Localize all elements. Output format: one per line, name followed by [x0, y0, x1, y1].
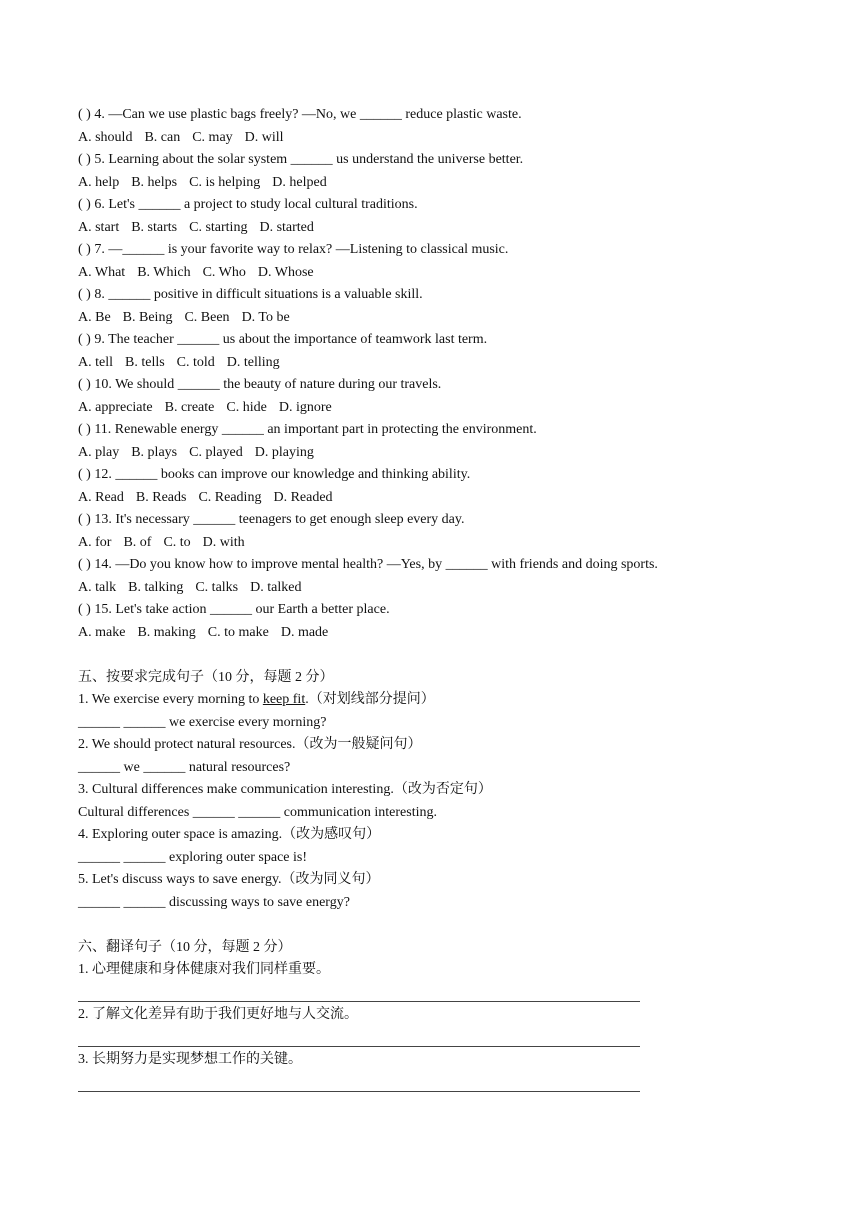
- option: A. start: [78, 219, 120, 235]
- option: C. may: [192, 129, 233, 145]
- section6-q2: 2. 了解文化差异有助于我们更好地与人交流。: [78, 1007, 358, 1022]
- question-stem: ( ) 7. —______ is your favorite way to relax? —Listening to classical music.: [78, 242, 509, 257]
- option: D. made: [280, 624, 329, 640]
- question-stem: ( ) 15. Let's take action ______ our Earth a better place.: [78, 602, 390, 617]
- question-stem: ( ) 4. —Can we use plastic bags freely? —No, we ______ reduce plastic waste.: [78, 107, 522, 122]
- option: D. Readed: [273, 489, 333, 505]
- section5-q1: 1. We exercise every morning to keep fit.（对划线部分提问）: [78, 692, 435, 707]
- question-stem: ( ) 11. Renewable energy ______ an important part in protecting the environment.: [78, 422, 537, 437]
- option: B. helps: [131, 174, 178, 190]
- option: B. create: [164, 399, 215, 415]
- section5-q5: 5. Let's discuss ways to save energy.（改为同义句）: [78, 872, 380, 887]
- option: B. Reads: [135, 489, 187, 505]
- option: A. appreciate: [78, 399, 153, 415]
- question-stem: ( ) 10. We should ______ the beauty of nature during our travels.: [78, 377, 442, 392]
- answer-line[interactable]: [78, 1027, 778, 1050]
- option: D. To be: [241, 309, 290, 325]
- section5-q4: 4. Exploring outer space is amazing.（改为感叹句）: [78, 827, 381, 842]
- answer-line[interactable]: [78, 1072, 778, 1095]
- section5-q1-answer: ______ ______ we exercise every morning?: [78, 714, 327, 730]
- question-options: [78, 172, 778, 195]
- question-stem: ( ) 9. The teacher ______ us about the importance of teamwork last term.: [78, 332, 488, 347]
- section5-q4-answer: ______ ______ exploring outer space is!: [78, 849, 308, 865]
- multiple-choice-section: [78, 104, 778, 644]
- question-options: [78, 622, 778, 645]
- option: C. starting: [189, 219, 248, 235]
- option: A. make: [78, 624, 126, 640]
- option: C. Who: [202, 264, 246, 280]
- option: C. Reading: [198, 489, 262, 505]
- option: D. will: [244, 129, 284, 145]
- question-stem: ( ) 8. ______ positive in difficult situations is a valuable skill.: [78, 287, 423, 302]
- option: B. Being: [122, 309, 173, 325]
- question-options: [78, 442, 778, 465]
- question-stem: ( ) 12. ______ books can improve our knowledge and thinking ability.: [78, 467, 471, 482]
- section5-heading: 五、按要求完成句子（10 分，每题 2 分）: [78, 669, 334, 685]
- option: D. ignore: [278, 399, 332, 415]
- option: B. tells: [125, 354, 165, 370]
- section5-q3-answer: Cultural differences ______ ______ communication interesting.: [78, 804, 437, 820]
- underlined-phrase: keep fit: [262, 692, 306, 707]
- section5-q5-answer: ______ ______ discussing ways to save energy?: [78, 894, 350, 910]
- option: A. for: [78, 534, 112, 550]
- section5-q3: 3. Cultural differences make communication interesting.（改为否定句）: [78, 782, 492, 797]
- question-options: [78, 487, 778, 510]
- option: D. telling: [226, 354, 280, 370]
- option: B. starts: [131, 219, 178, 235]
- question-stem: ( ) 5. Learning about the solar system ______ us understand the universe better.: [78, 152, 524, 167]
- question-options: [78, 352, 778, 375]
- option: B. plays: [131, 444, 178, 460]
- option: C. talks: [195, 579, 239, 595]
- option: D. with: [202, 534, 245, 550]
- option: A. help: [78, 174, 120, 190]
- question-options: [78, 532, 778, 555]
- question-stem: ( ) 14. —Do you know how to improve mental health? —Yes, by ______ with friends and doing sports.: [78, 557, 658, 572]
- question-options: [78, 577, 778, 600]
- option: C. Been: [184, 309, 230, 325]
- option: B. Which: [137, 264, 191, 280]
- section6-q3: 3. 长期努力是实现梦想工作的关键。: [78, 1052, 302, 1067]
- option: C. played: [189, 444, 243, 460]
- question-stem: ( ) 6. Let's ______ a project to study local cultural traditions.: [78, 197, 418, 212]
- option: A. What: [78, 264, 126, 280]
- option: D. helped: [272, 174, 327, 190]
- option: B. talking: [128, 579, 184, 595]
- section6-q1: 1. 心理健康和身体健康对我们同样重要。: [78, 962, 330, 977]
- option: A. play: [78, 444, 120, 460]
- option: C. to make: [207, 624, 269, 640]
- question-options: [78, 397, 778, 420]
- option: B. making: [137, 624, 196, 640]
- option: C. to: [163, 534, 191, 550]
- section5-q2: 2. We should protect natural resources.（改为一般疑问句）: [78, 737, 422, 752]
- section5-q2-answer: ______ we ______ natural resources?: [78, 759, 291, 775]
- exam-page: [78, 104, 778, 1094]
- option: D. Whose: [257, 264, 314, 280]
- option: A. talk: [78, 579, 117, 595]
- option: A. Read: [78, 489, 124, 505]
- question-options: [78, 127, 778, 150]
- option: B. can: [144, 129, 181, 145]
- option: A. Be: [78, 309, 111, 325]
- option: C. told: [176, 354, 215, 370]
- answer-line[interactable]: [78, 982, 778, 1005]
- question-options: [78, 217, 778, 240]
- question-stem: ( ) 13. It's necessary ______ teenagers to get enough sleep every day.: [78, 512, 465, 527]
- option: D. started: [259, 219, 314, 235]
- option: B. of: [123, 534, 152, 550]
- section6-heading: 六、翻译句子（10 分，每题 2 分）: [78, 939, 292, 955]
- option: A. tell: [78, 354, 113, 370]
- question-options: [78, 262, 778, 285]
- option: C. hide: [226, 399, 267, 415]
- option: D. talked: [250, 579, 302, 595]
- option: A. should: [78, 129, 133, 145]
- question-options: [78, 307, 778, 330]
- option: D. playing: [254, 444, 314, 460]
- option: C. is helping: [189, 174, 261, 190]
